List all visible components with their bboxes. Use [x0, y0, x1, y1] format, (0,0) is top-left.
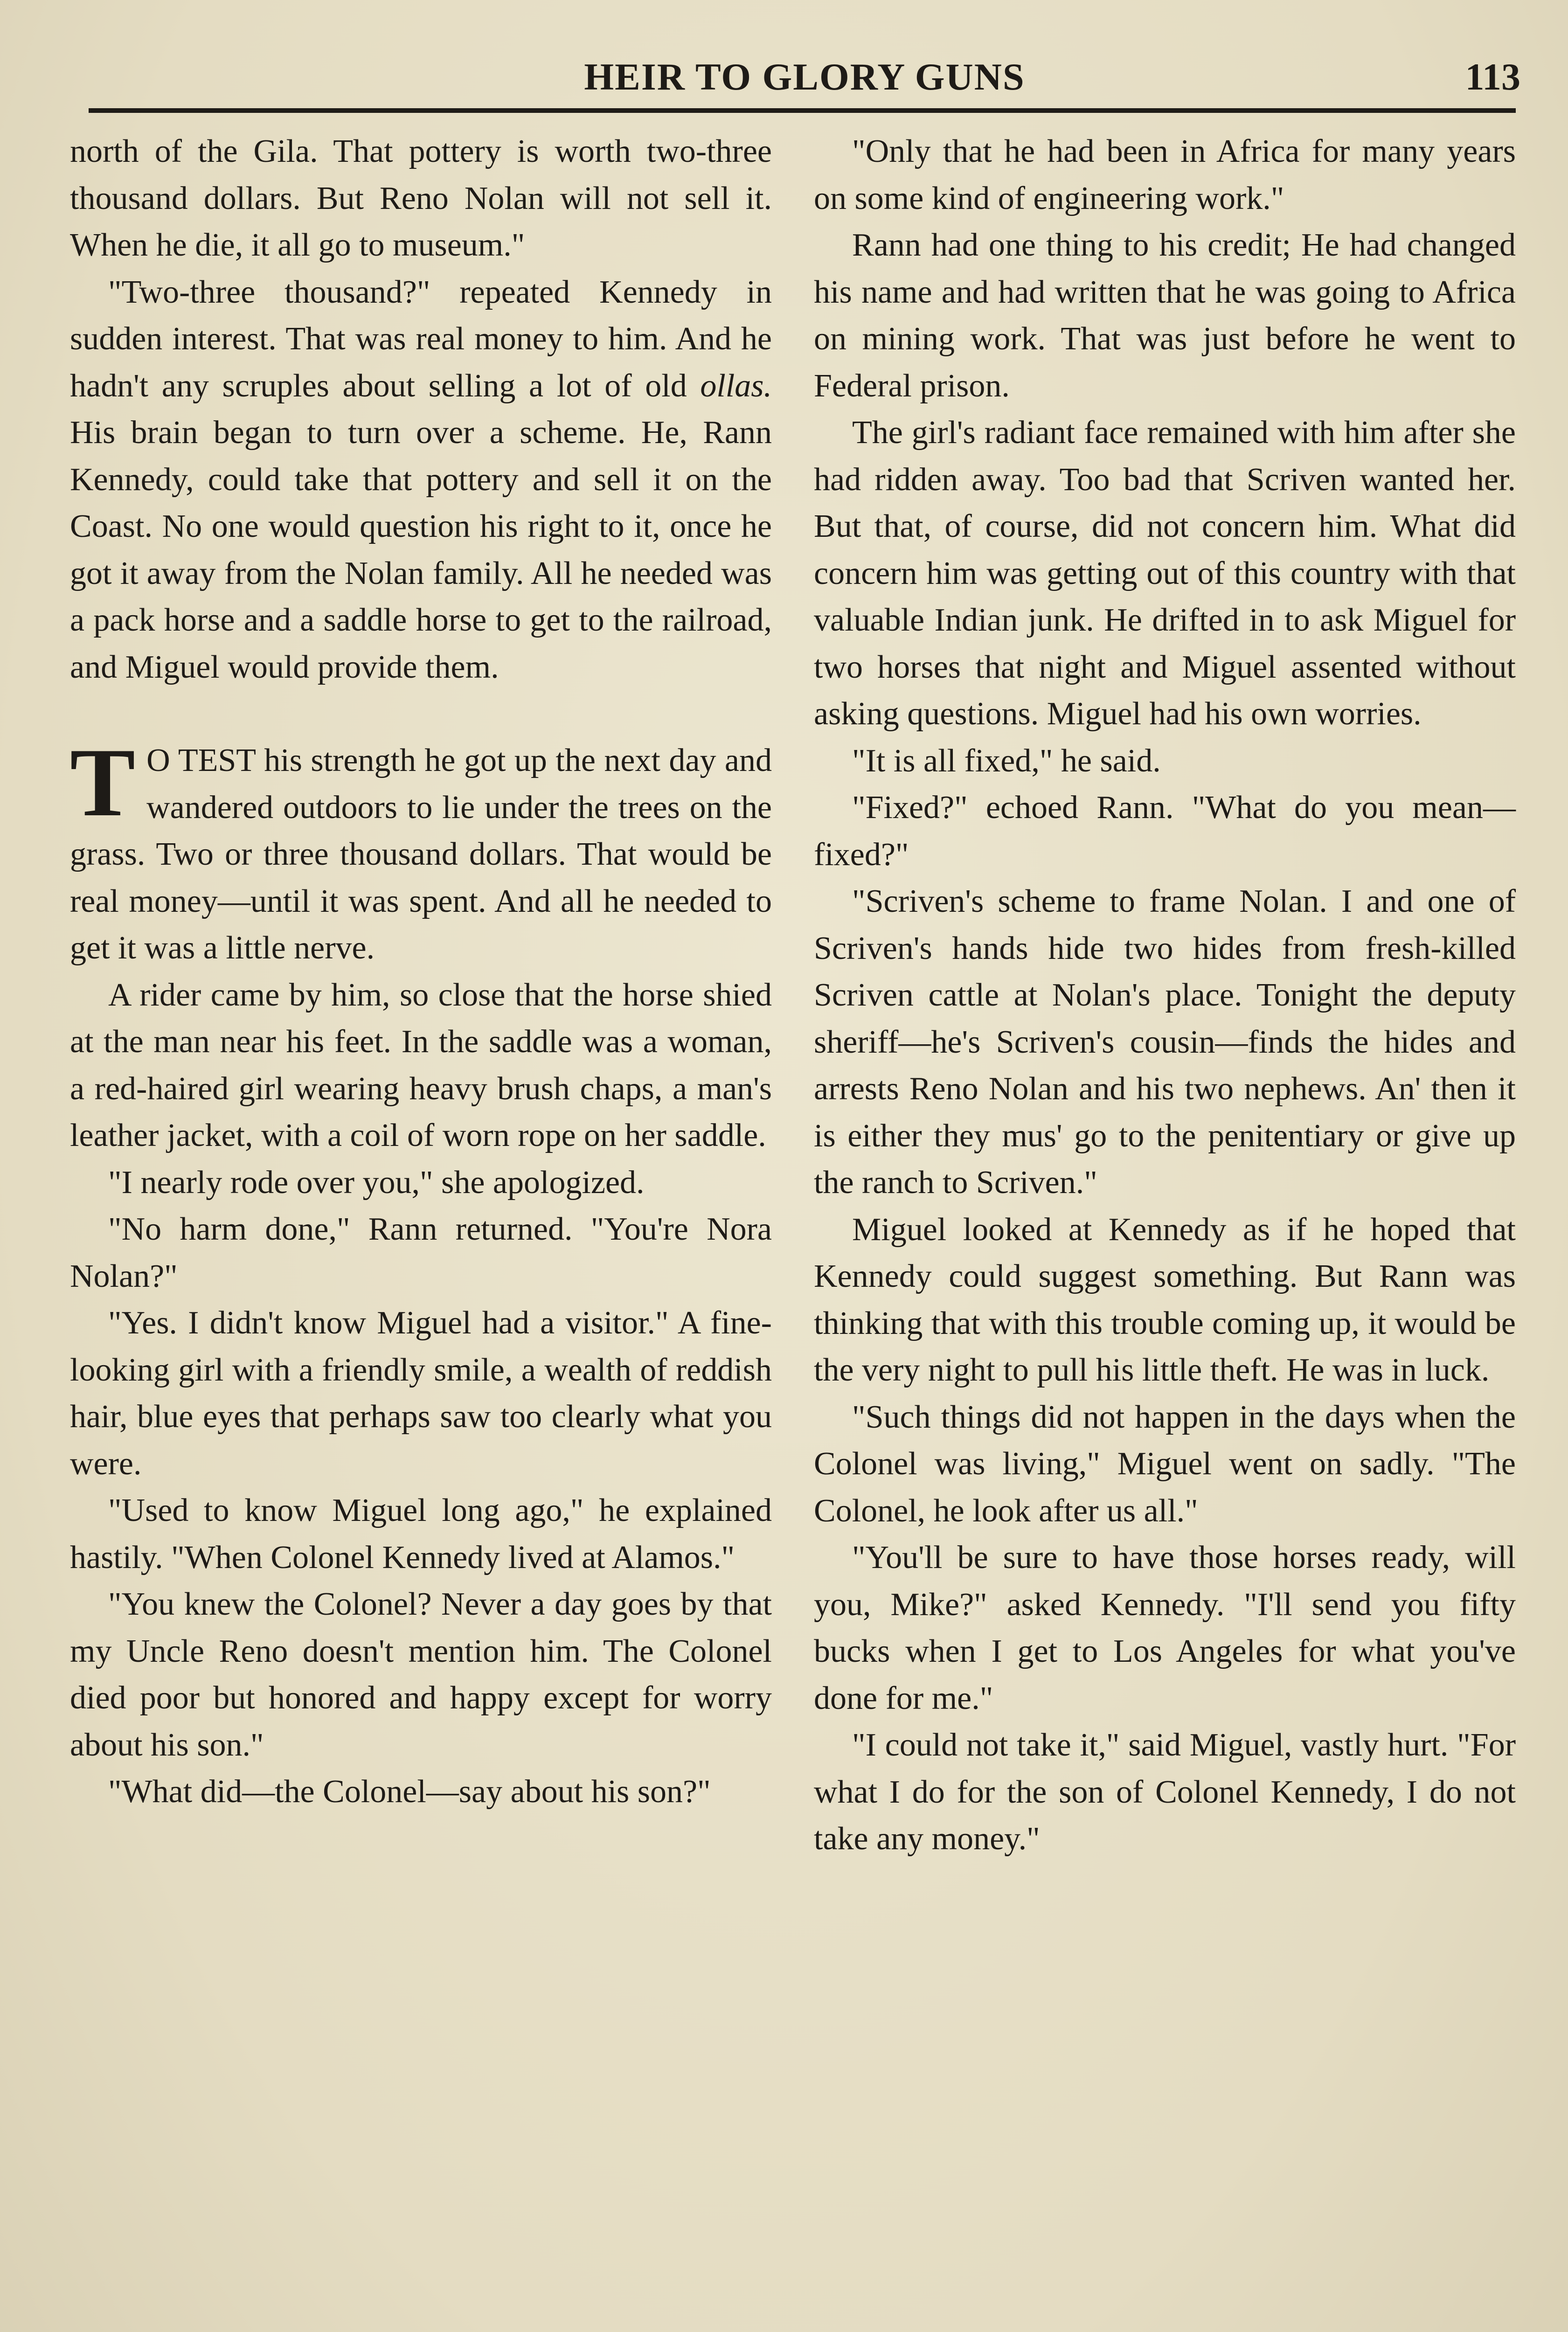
paragraph: "It is all fixed," he said.	[852, 743, 1161, 779]
paragraph: "I nearly rode over you," she apologized.	[108, 1164, 645, 1201]
paragraph: "Fixed?" echoed Rann. "What do you mean—fixed?"	[814, 790, 1516, 873]
paragraph-text: "Two-three thousand?" repeated Kennedy in sudden interest. That was real money to him. And he hadn't any scruples about selling a lot of old	[70, 274, 772, 404]
section-opening-paragraph	[70, 729, 772, 972]
paragraph: "What did—the Colonel—say about his son?"	[108, 1774, 711, 1810]
paragraph: The girl's radiant face remained with him after she had ridden away. Too bad that Scriven wanted her. But that, of course, did not concern him. What did concern him was getting out of this country with that valuable Indian junk. He drifted in to ask Miguel for two horses that night and Miguel assented without asking questions. Miguel had his own worries.	[814, 415, 1516, 732]
paragraph: Rann had one thing to his credit; He had changed his name and had written that he was going to Africa on mining work. That was just before he went to Federal prison.	[814, 227, 1516, 404]
paragraph: "You'll be sure to have those horses ready, will you, Mike?" asked Kennedy. "I'll send you fifty bucks when I get to Los Angeles for what you've done for me."	[814, 1540, 1516, 1716]
paragraph: north of the Gila. That pottery is worth two-three thousand dollars. But Reno Nolan will not sell it. When he die, it all go to museum."	[70, 133, 772, 263]
paragraph: "I could not take it," said Miguel, vastly hurt. "For what I do for the son of Colonel Kennedy, I do not take any money."	[814, 1727, 1516, 1857]
page-number: 113	[1465, 56, 1520, 98]
left-column	[70, 128, 772, 1816]
right-column	[814, 128, 1516, 1863]
paragraph: Miguel looked at Kennedy as if he hoped that Kennedy could suggest something. But Rann was thinking that with this trouble coming up, it would be the very night to pull his little theft. He was in luck.	[814, 1211, 1516, 1388]
paragraph: "No harm done," Rann returned. "You're Nora Nolan?"	[70, 1211, 772, 1294]
drop-cap: T	[70, 729, 136, 837]
page-header	[89, 51, 1520, 107]
paragraph: "Yes. I didn't know Miguel had a visitor." A fine-looking girl with a friendly smile, a wealth of reddish hair, blue eyes that perhaps saw too clearly what you were.	[70, 1305, 772, 1482]
paragraph-text: His brain began to turn over a scheme. He, Rann Kennedy, could take that pottery and sell it on the Coast. No one would question his right to it, once he got it away from the Nolan family. All he needed was a pack horse and a saddle horse to get to the railroad, and Miguel would provide them.	[70, 415, 772, 685]
paragraph: A rider came by him, so close that the horse shied at the man near his feet. In the saddle was a woman, a red-haired girl wearing heavy brush chaps, a man's leather jacket, with a coil of worn rope on her saddle.	[70, 977, 772, 1153]
paragraph: "Such things did not happen in the days when the Colonel was living," Miguel went on sadly. "The Colonel, he look after us all."	[814, 1399, 1516, 1529]
paragraph: "Scriven's scheme to frame Nolan. I and one of Scriven's hands hide two hides from fresh-killed Scriven cattle at Nolan's place. Tonight the deputy sheriff—he's Scriven's cousin—finds the hides and arrests Reno Nolan and his two nephews. An' then it is either they mus' go to the penitentiary or give up the ranch to Scriven."	[814, 883, 1516, 1201]
paragraph: "You knew the Colonel? Never a day goes by that my Uncle Reno doesn't mention him. The Colonel died poor but honored and happy except for worry about his son."	[70, 1586, 772, 1763]
paragraph: "Used to know Miguel long ago," he explained hastily. "When Colonel Kennedy lived at Alamos."	[70, 1492, 772, 1575]
paragraph: "Only that he had been in Africa for many years on some kind of engineering work."	[814, 133, 1516, 216]
paragraph-text: O TEST his strength he got up the next day and wandered outdoors to lie under the trees on the grass. Two or three thousand dollars. That would be real money—until it was spent. And all he needed to get it was a little nerve.	[70, 743, 772, 966]
paragraph	[70, 269, 772, 691]
running-title: HEIR TO GLORY GUNS	[584, 56, 1025, 98]
italic-word: ollas.	[700, 368, 772, 404]
header-rule	[89, 108, 1516, 113]
